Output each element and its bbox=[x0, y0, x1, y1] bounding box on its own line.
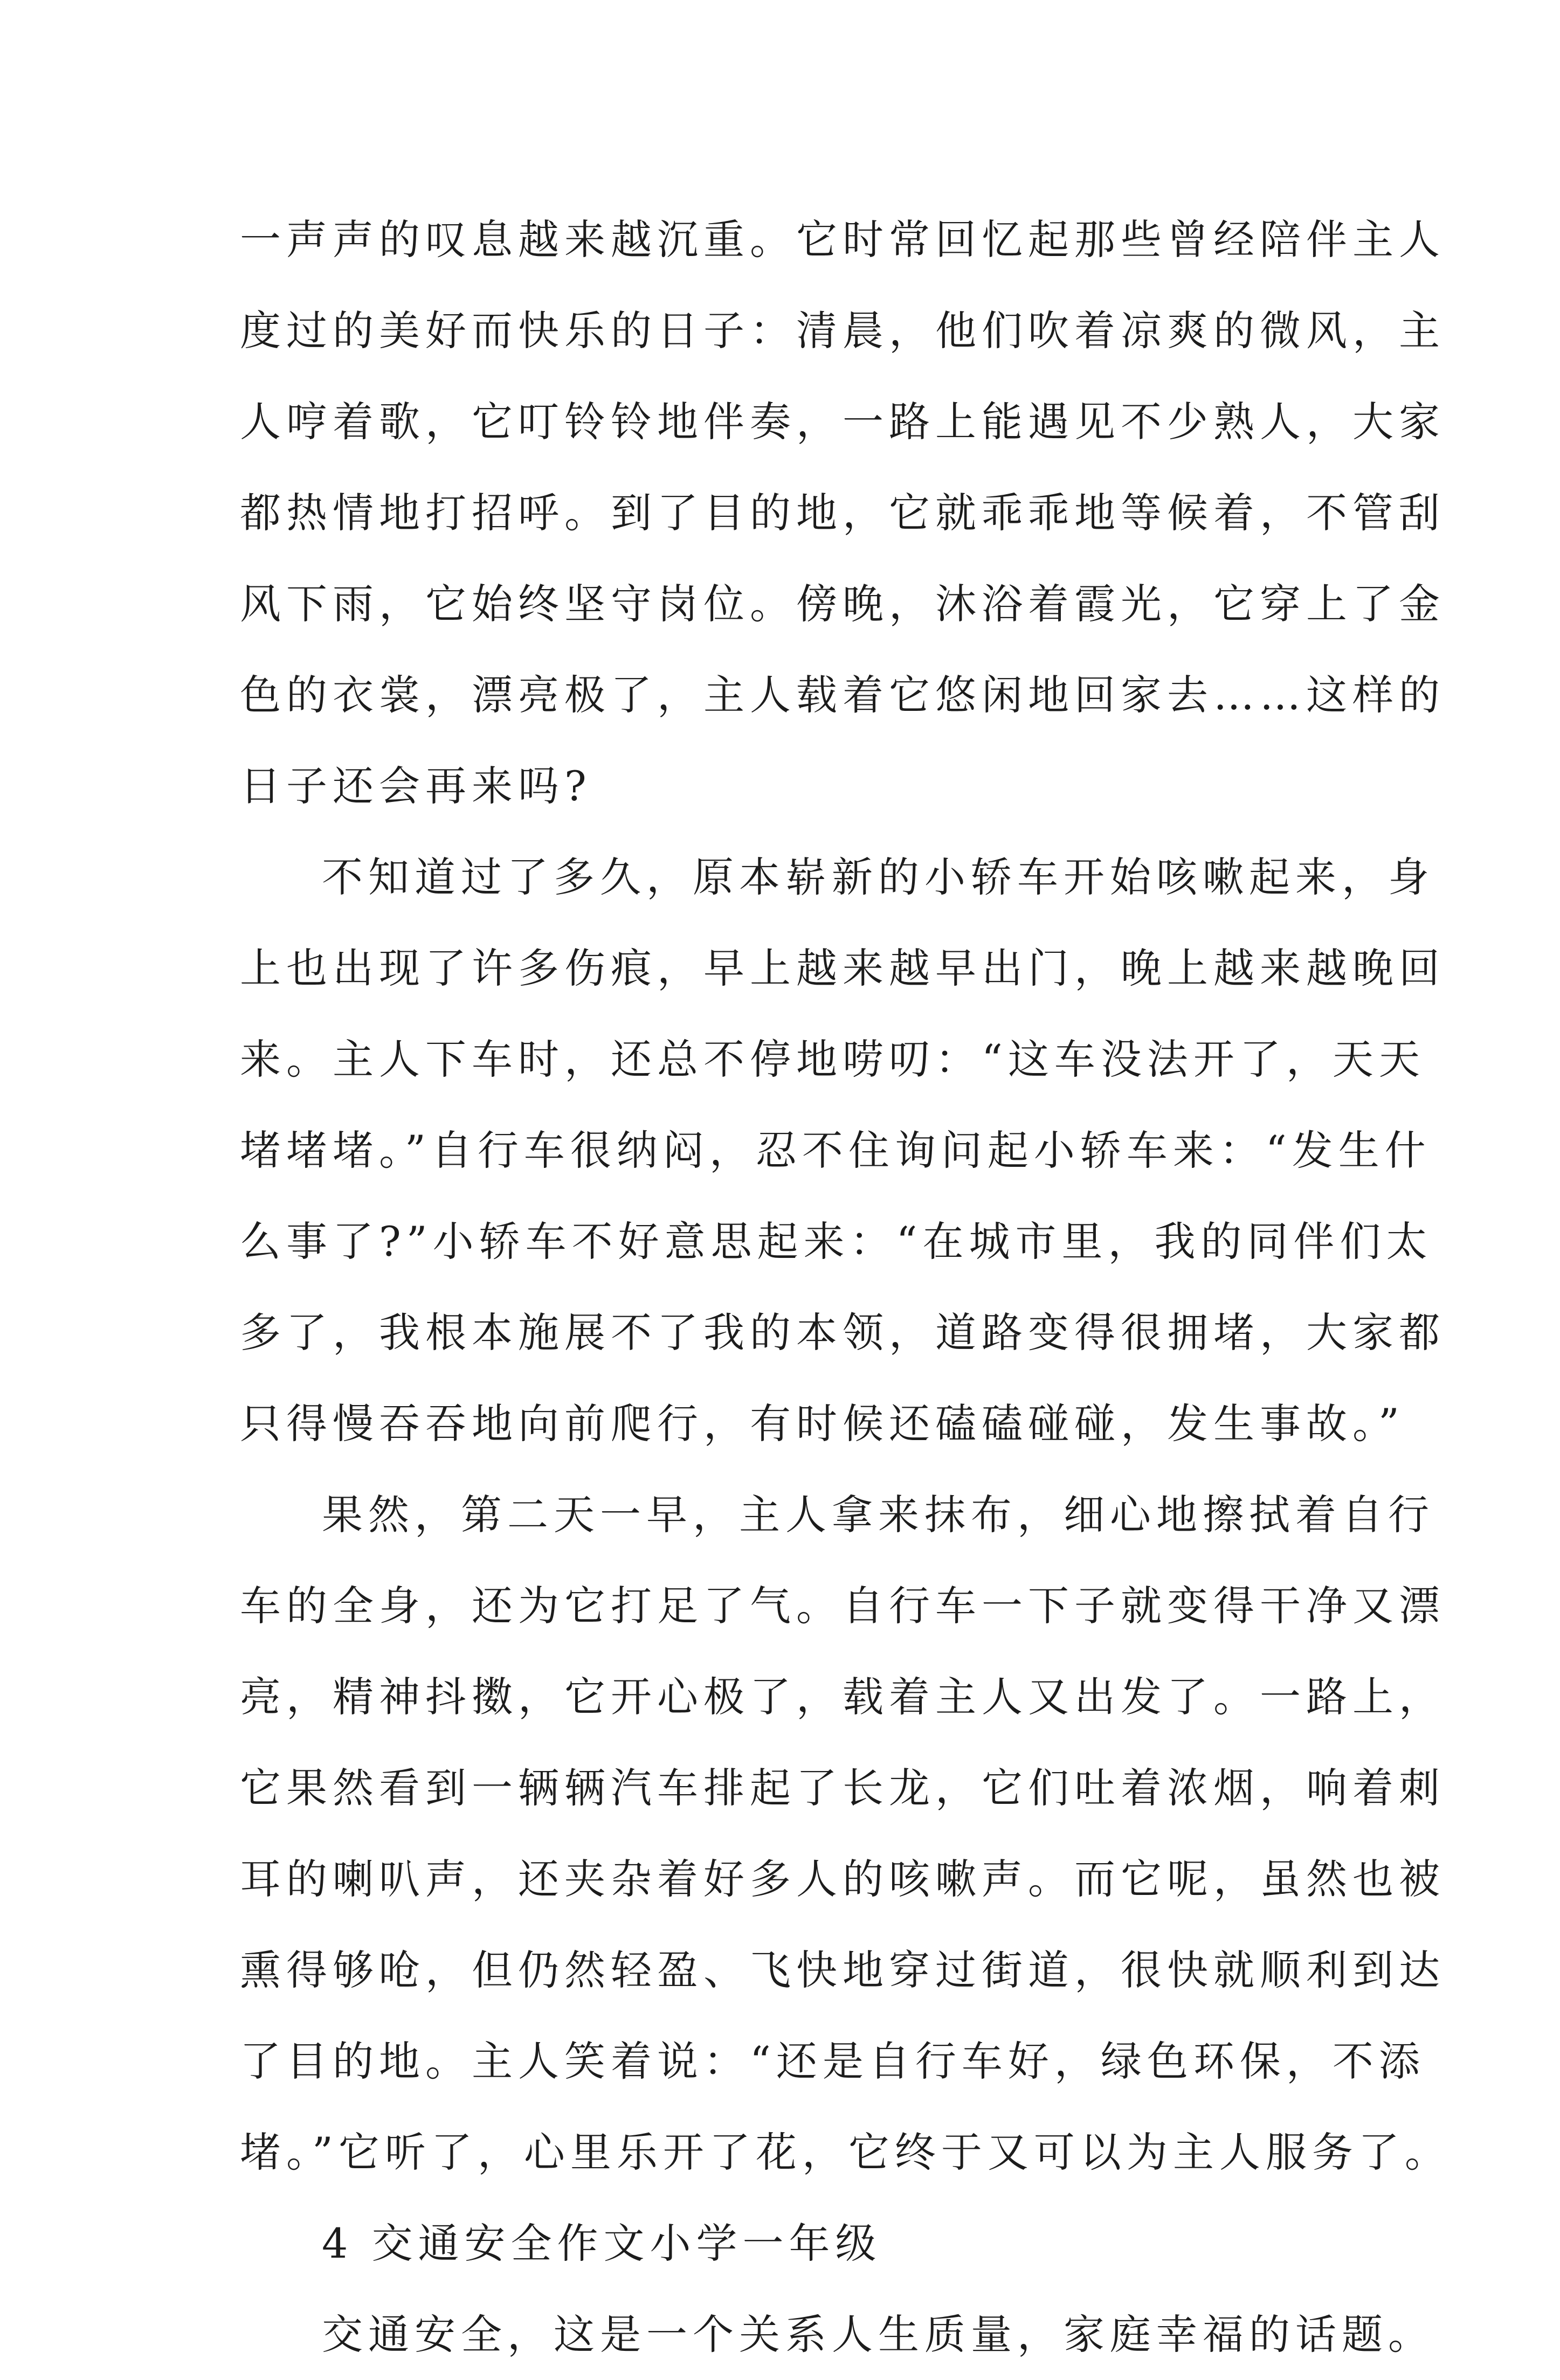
paragraph-start-line: 不知道过了多久，原本崭新的小轿车开始咳嗽起来，身 bbox=[322, 853, 1434, 901]
text-line: 亮，精神抖擞，它开心极了，载着主人又出发了。一路上， bbox=[240, 1673, 1445, 1721]
text-line: 来。主人下车时，还总不停地唠叨：“这车没法开了，天天 bbox=[240, 1035, 1425, 1083]
text-line: 一声声的叹息越来越沉重。它时常回忆起那些曾经陪伴主人 bbox=[240, 216, 1445, 264]
text-line: 堵。”它听了，心里乐开了花，它终于又可以为主人服务了。 bbox=[240, 2128, 1451, 2176]
text-line: 色的衣裳，漂亮极了，主人载着它悠闲地回家去……这样的 bbox=[240, 671, 1445, 719]
text-line: 熏得够呛，但仍然轻盈、飞快地穿过街道，很快就顺利到达 bbox=[240, 1946, 1445, 1994]
body-text bbox=[240, 194, 1451, 2380]
text-line: 堵堵堵。”自行车很纳闷，忍不住询问起小轿车来：“发生什 bbox=[240, 1126, 1431, 1174]
text-line: 车的全身，还为它打足了气。自行车一下子就变得干净又漂 bbox=[240, 1582, 1445, 1630]
text-line: 它果然看到一辆辆汽车排起了长龙，它们吐着浓烟，响着刺 bbox=[240, 1764, 1445, 1812]
text-line: 了目的地。主人笑着说：“还是自行车好，绿色环保，不添 bbox=[240, 2037, 1425, 2085]
text-line: 多了，我根本施展不了我的本领，道路变得很拥堵，大家都 bbox=[240, 1309, 1445, 1357]
section-heading: 4 交通安全作文小学一年级 bbox=[322, 2219, 882, 2267]
text-line: 上也出现了许多伤痕，早上越来越早出门，晚上越来越晚回 bbox=[240, 944, 1445, 992]
text-line: 风下雨，它始终坚守岗位。傍晚，沐浴着霞光，它穿上了金 bbox=[240, 580, 1445, 628]
text-line: 都热情地打招呼。到了目的地，它就乖乖地等候着，不管刮 bbox=[240, 489, 1445, 537]
text-line: 度过的美好而快乐的日子：清晨，他们吹着凉爽的微风，主 bbox=[240, 307, 1445, 355]
text-line: 人哼着歌，它叮铃铃地伴奏，一路上能遇见不少熟人，大家 bbox=[240, 398, 1445, 446]
text-line: 只得慢吞吞地向前爬行，有时候还磕磕碰碰，发生事故。” bbox=[240, 1400, 1405, 1448]
paragraph-start-line: 交通安全，这是一个关系人生质量，家庭幸福的话题。 bbox=[322, 2310, 1434, 2358]
text-line: 耳的喇叭声，还夹杂着好多人的咳嗽声。而它呢，虽然也被 bbox=[240, 1855, 1445, 1903]
text-line: 日子还会再来吗? bbox=[240, 762, 592, 810]
text-line: 么事了?”小轿车不好意思起来：“在城市里，我的同伴们太 bbox=[240, 1217, 1433, 1265]
paragraph-start-line: 果然，第二天一早，主人拿来抹布，细心地擦拭着自行 bbox=[322, 1491, 1434, 1539]
